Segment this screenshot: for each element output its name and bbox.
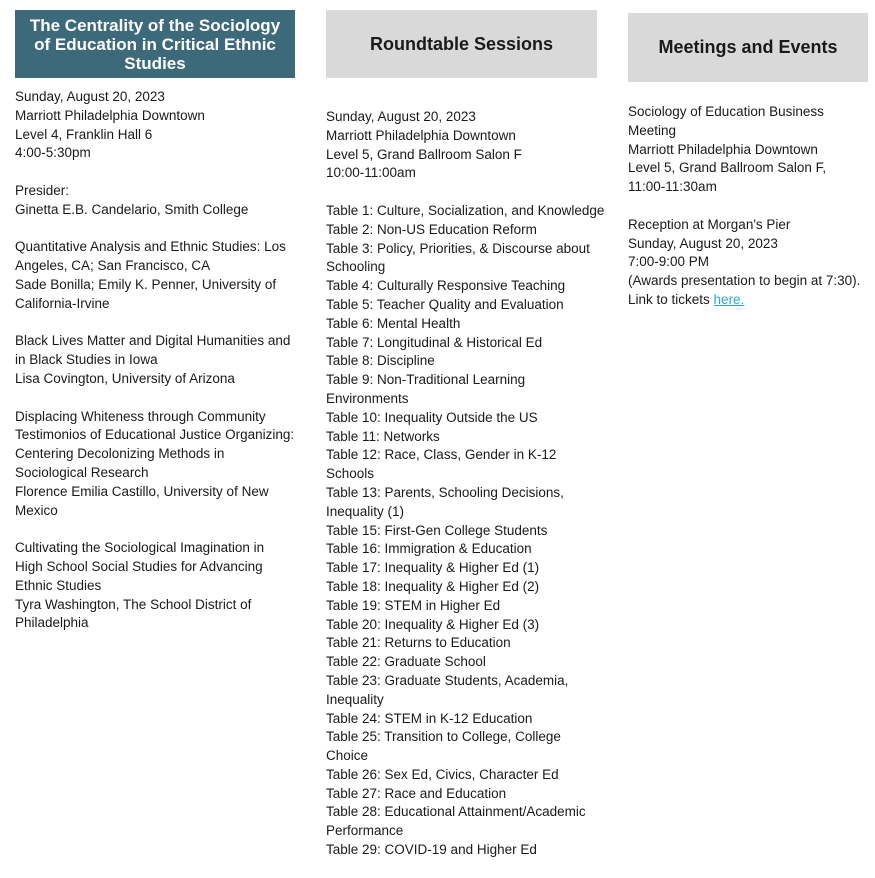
roundtable-table-item: Table 9: Non-Traditional Learning Environments [326, 372, 526, 406]
meetings-events-header [628, 13, 868, 82]
centrality-session-header [15, 10, 295, 78]
roundtable-sessions-header [326, 10, 597, 78]
reception-date: Sunday, August 20, 2023 [628, 235, 778, 251]
session-info [15, 88, 295, 163]
paper-title: Cultivating the Sociological Imagination in High School Social Studies for Advancing Ethnic Studies [15, 540, 265, 593]
roundtable-info [326, 108, 606, 183]
roundtable-table-item: Table 21: Returns to Education [326, 635, 511, 651]
tickets-line [628, 291, 868, 310]
paper-authors: Tyra Washington, The School District of Philadelphia [15, 596, 252, 631]
roundtable-date: Sunday, August 20, 2023 [326, 109, 476, 124]
session-date: Sunday, August 20, 2023 [15, 89, 165, 104]
roundtable-table-item: Table 19: STEM in Higher Ed [326, 597, 501, 613]
roundtable-table-item: Table 20: Inequality & Higher Ed (3) [326, 616, 540, 632]
paper-item [15, 332, 295, 388]
presider-block [15, 182, 295, 220]
paper-item [15, 408, 295, 521]
meetings-events-title: Meetings and Events [658, 37, 838, 57]
paper-item [15, 539, 295, 633]
roundtable-table-item: Table 8: Discipline [326, 353, 435, 369]
session-venue: Marriott Philadelphia Downtown [15, 107, 205, 123]
roundtable-venue: Marriott Philadelphia Downtown [326, 127, 516, 143]
roundtable-table-item: Table 10: Inequality Outside the US [326, 409, 538, 425]
reception-note: (Awards presentation to begin at 7:30). [628, 273, 861, 289]
roundtable-table-item: Table 27: Race and Education [326, 785, 507, 801]
meeting-venue: Marriott Philadelphia Downtown [628, 141, 818, 157]
roundtable-table-item: Table 3: Policy, Priorities, & Discourse about Schooling [326, 240, 590, 275]
roundtable-table-item: Table 11: Networks [326, 428, 440, 444]
reception-title: Reception at Morgan's Pier [628, 216, 791, 232]
roundtable-table-item: Table 22: Graduate School [326, 654, 486, 670]
centrality-session-title: The Centrality of the Sociology of Education in Critical Ethnic Studies [29, 15, 281, 73]
roundtable-sessions-title: Roundtable Sessions [369, 33, 554, 54]
reception-event [628, 216, 868, 310]
reception-time: 7:00-9:00 PM [628, 254, 710, 270]
roundtable-table-item: Table 18: Inequality & Higher Ed (2) [326, 578, 540, 594]
presider-name: Ginetta E.B. Candelario, Smith College [15, 201, 249, 217]
roundtable-table-item: Table 13: Parents, Schooling Decisions, Inequality (1) [326, 484, 564, 519]
paper-title: Black Lives Matter and Digital Humanities and in Black Studies in Iowa [15, 333, 291, 368]
business-meeting [628, 103, 868, 197]
roundtable-table-item: Table 7: Longitudinal & Historical Ed [326, 334, 543, 350]
roundtable-table-list [326, 202, 606, 860]
roundtable-sessions-details [326, 108, 606, 860]
meetings-events-details [628, 103, 868, 329]
roundtable-table-item: Table 6: Mental Health [326, 315, 461, 331]
centrality-session-details [15, 88, 295, 652]
session-room: Level 4, Franklin Hall 6 [15, 126, 153, 142]
roundtable-table-item: Table 26: Sex Ed, Civics, Character Ed [326, 766, 559, 782]
roundtable-table-item: Table 24: STEM in K-12 Education [326, 710, 533, 726]
roundtable-table-item: Table 16: Immigration & Education [326, 541, 532, 557]
roundtable-table-item: Table 25: Transition to College, College Choice [326, 729, 561, 764]
paper-authors: Lisa Covington, University of Arizona [15, 370, 235, 386]
paper-authors: Sade Bonilla; Emily K. Penner, University of California-Irvine [15, 276, 277, 311]
tickets-link[interactable]: here. [713, 291, 745, 307]
roundtable-table-item: Table 28: Educational Attainment/Academic Performance [326, 804, 586, 839]
roundtable-table-item: Table 12: Race, Class, Gender in K-12 Schools [326, 447, 557, 482]
roundtable-room: Level 5, Grand Ballroom Salon F [326, 146, 522, 162]
roundtable-table-item: Table 1: Culture, Socialization, and Knowledge [326, 202, 605, 218]
paper-item [15, 238, 295, 313]
meeting-room: Level 5, Grand Ballroom Salon F, [628, 160, 827, 176]
paper-title: Quantitative Analysis and Ethnic Studies: Los Angeles, CA; San Francisco, CA [15, 239, 286, 274]
roundtable-time: 10:00-11:00am [326, 165, 416, 181]
presider-label: Presider: [15, 182, 70, 198]
roundtable-table-item: Table 5: Teacher Quality and Evaluation [326, 296, 564, 312]
session-time: 4:00-5:30pm [15, 145, 91, 161]
tickets-label: Link to tickets [628, 291, 714, 307]
roundtable-table-item: Table 29: COVID-19 and Higher Ed [326, 842, 537, 858]
meeting-time: 11:00-11:30am [628, 179, 717, 195]
roundtable-table-item: Table 4: Culturally Responsive Teaching [326, 278, 566, 294]
roundtable-table-item: Table 2: Non-US Education Reform [326, 221, 537, 237]
roundtable-table-item: Table 15: First-Gen College Students [326, 522, 548, 538]
meeting-title: Sociology of Education Business Meeting [628, 104, 824, 138]
paper-title: Displacing Whiteness through Community Testimonios of Educational Justice Organizing: Centering Decolonizing Methods in Sociological Research [15, 408, 295, 480]
roundtable-table-item: Table 17: Inequality & Higher Ed (1) [326, 560, 540, 576]
roundtable-table-item: Table 23: Graduate Students, Academia, Inequality [326, 672, 569, 707]
paper-authors: Florence Emilia Castillo, University of New Mexico [15, 483, 269, 518]
